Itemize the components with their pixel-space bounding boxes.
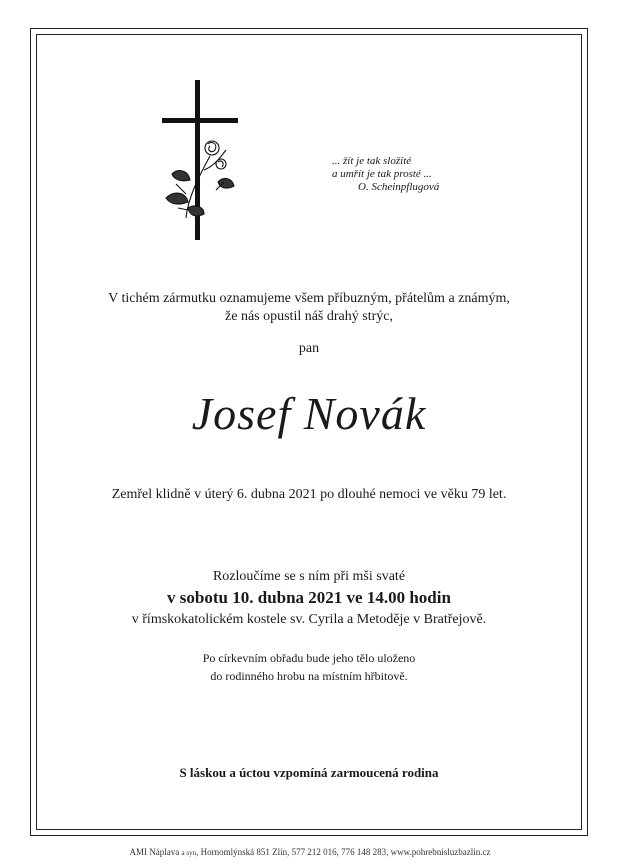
footer <box>0 847 620 857</box>
cross-icon <box>158 78 242 242</box>
burial-line-1: Po církevním obřadu bude jeho tělo uloženo <box>202 651 416 665</box>
deceased-name: Josef Novák <box>191 388 427 439</box>
quote-line-1: ... žít je tak složité <box>332 155 412 167</box>
burial-notice <box>36 649 582 685</box>
epigraph-quote <box>332 155 512 194</box>
intro-line-1: V tichém zármutku oznamujeme všem příbuzným, přátelům a známým, <box>108 291 510 306</box>
quote-line-2: a umřít je tak prosté ... <box>332 168 432 180</box>
farewell-line-1: Rozloučíme se s ním při mši svaté <box>212 569 406 584</box>
burial-line-2: do rodinného hrobu na místním hřbitově. <box>210 669 408 683</box>
death-notice: Zemřel klidně v úterý 6. dubna 2021 po dlouhé nemoci ve věku 79 let. <box>111 487 507 502</box>
intro-text <box>36 290 582 326</box>
farewell-date: v sobotu 10. dubna 2021 ve 14.00 hodin <box>167 588 451 607</box>
intro-line-2: že nás opustil náš drahý strýc, <box>225 309 393 324</box>
footer-company: AMI Náplava <box>129 847 180 857</box>
footer-contact: , Hornomlýnská 851 Zlín, 577 212 016, 776 148 283, www.pohrebnisluzbazlin.cz <box>196 847 491 857</box>
quote-author: O. Scheinpflugová <box>358 181 440 193</box>
signoff: S láskou a úctou vzpomíná zarmoucená rodina <box>179 765 439 780</box>
honorific: pan <box>298 341 320 356</box>
footer-company-suffix: a syn <box>181 849 197 857</box>
farewell-location: v římskokatolickém kostele sv. Cyrila a Metoděje v Bratřejově. <box>131 612 487 627</box>
